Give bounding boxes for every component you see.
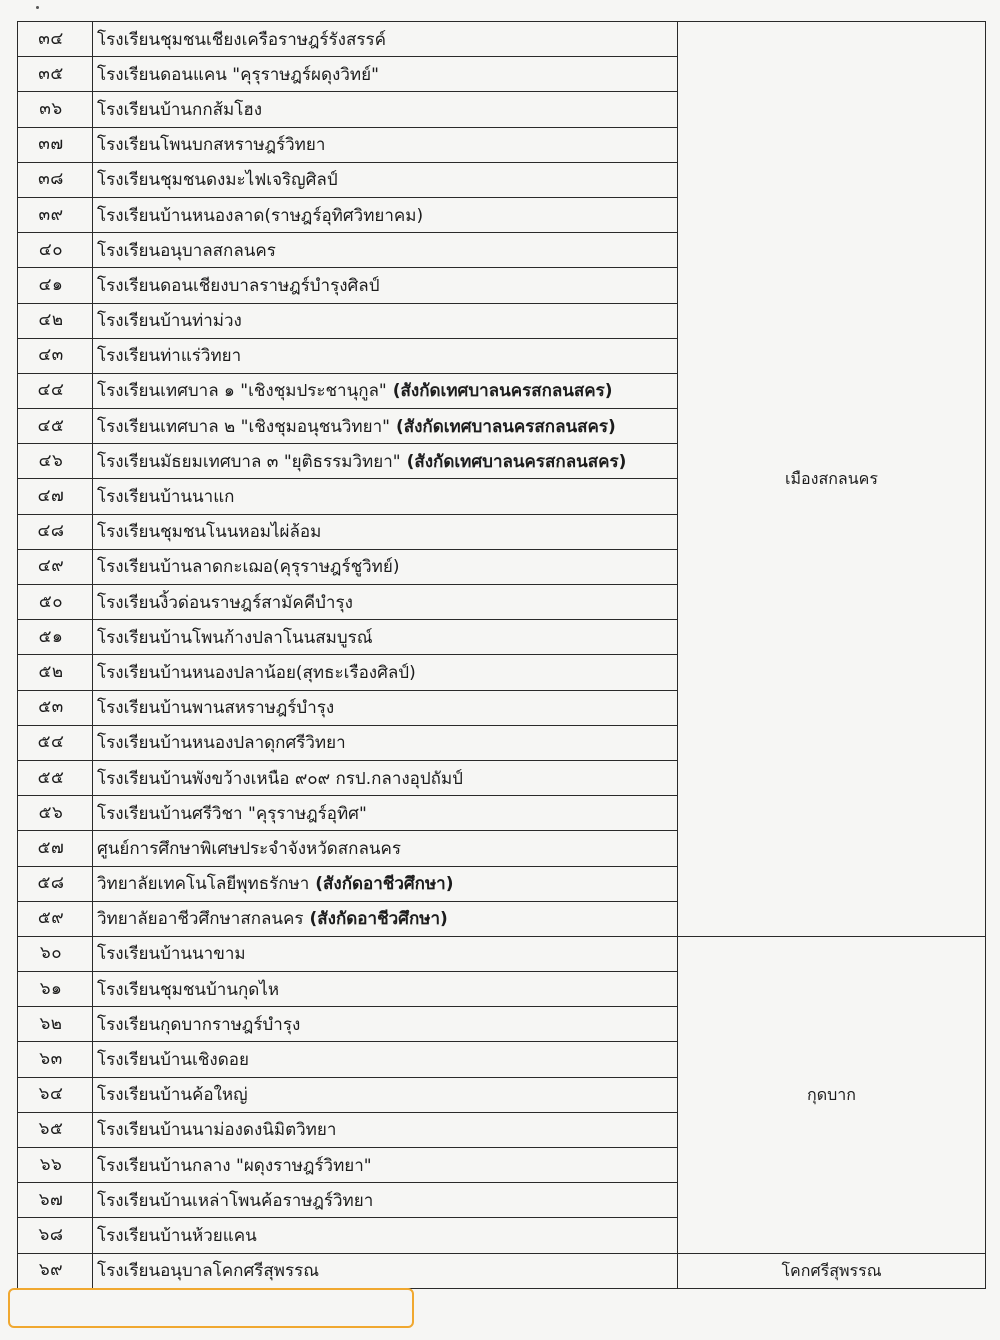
row-number: ๖๙	[18, 1253, 93, 1288]
school-name-cell	[93, 1253, 678, 1288]
affiliation-note: (สังกัดอาชีวศึกษา)	[309, 909, 448, 930]
row-number: ๓๕	[18, 57, 93, 92]
row-number: ๕๙	[18, 901, 93, 936]
district-cell: โคกศรีสุพรรณ	[678, 1253, 986, 1288]
row-number: ๔๔	[18, 373, 93, 408]
row-number: ๔๖	[18, 444, 93, 479]
row-number: ๕๖	[18, 796, 93, 831]
school-name: โรงเรียนอนุบาลสกลนคร	[97, 240, 276, 261]
school-name: โรงเรียนบ้านท่าม่วง	[97, 311, 242, 332]
school-name-cell	[93, 338, 678, 373]
row-number: ๖๗	[18, 1183, 93, 1218]
school-name: โรงเรียนบ้านห้วยแคน	[97, 1225, 257, 1246]
school-name: โรงเรียนดอนเชียงบาลราษฎร์บำรุงศิลป์	[97, 275, 380, 296]
row-number: ๓๔	[18, 22, 93, 57]
school-name-cell	[93, 1042, 678, 1077]
school-name: โรงเรียนบ้านศรีวิชา "คุรุราษฎร์อุทิศ"	[97, 803, 367, 824]
school-name-cell	[93, 585, 678, 620]
school-name: โรงเรียนชุมชนดงมะไฟเจริญศิลป์	[97, 170, 338, 191]
row-number: ๓๙	[18, 197, 93, 232]
school-name: วิทยาลัยอาชีวศึกษาสกลนคร	[97, 909, 304, 930]
highlight-box	[8, 1288, 414, 1328]
row-number: ๔๘	[18, 514, 93, 549]
school-name: โรงเรียนบ้านโพนก้างปลาโนนสมบูรณ์	[97, 627, 373, 648]
school-name-cell	[93, 22, 678, 57]
school-name: โรงเรียนงิ้วด่อนราษฎร์สามัคคีบำรุง	[97, 592, 353, 613]
school-name-cell	[93, 549, 678, 584]
row-number: ๕๔	[18, 725, 93, 760]
table-row	[18, 1253, 986, 1288]
row-number: ๓๘	[18, 162, 93, 197]
school-name-cell	[93, 831, 678, 866]
row-number: ๔๗	[18, 479, 93, 514]
school-name: โรงเรียนบ้านลาดกะเฌอ(คุรุราษฎร์ชูวิทย์)	[97, 557, 400, 578]
school-name-cell	[93, 866, 678, 901]
school-name: โรงเรียนบ้านกกส้มโฮง	[97, 99, 263, 120]
row-number: ๕๗	[18, 831, 93, 866]
row-number: ๕๑	[18, 620, 93, 655]
school-name: โรงเรียนเทศบาล ๒ "เชิงชุมอนุชนวิทยา"	[97, 416, 390, 437]
school-name-cell	[93, 725, 678, 760]
row-number: ๕๓	[18, 690, 93, 725]
school-name: โรงเรียนบ้านเชิงดอย	[97, 1050, 249, 1071]
school-district-table	[17, 21, 986, 1289]
school-name: โรงเรียนบ้านหนองลาด(ราษฎร์อุทิศวิทยาคม)	[97, 205, 424, 226]
row-number: ๕๐	[18, 585, 93, 620]
school-name-cell	[93, 514, 678, 549]
row-number: ๖๒	[18, 1007, 93, 1042]
school-name: โรงเรียนชุมชนบ้านกุดไห	[97, 979, 280, 1000]
school-name-cell	[93, 655, 678, 690]
school-name: โรงเรียนบ้านนาขาม	[97, 944, 246, 965]
school-name: โรงเรียนบ้านนาม่องดงนิมิตวิทยา	[97, 1120, 337, 1141]
school-name-cell	[93, 162, 678, 197]
school-name: โรงเรียนบ้านพานสหราษฎร์บำรุง	[97, 698, 335, 719]
school-name-cell	[93, 972, 678, 1007]
school-name: โรงเรียนบ้านพังขว้างเหนือ ๙๐๙ กรป.กลางอุปถัมป์	[97, 768, 463, 789]
school-name-cell	[93, 1183, 678, 1218]
row-number: ๖๐	[18, 936, 93, 971]
row-number: ๕๒	[18, 655, 93, 690]
school-name: โรงเรียนบ้านหนองปลาน้อย(สุทธะเรืองศิลป์)	[97, 662, 416, 683]
school-name: โรงเรียนบ้านเหล่าโพนค้อราษฎร์วิทยา	[97, 1190, 374, 1211]
school-name-cell	[93, 479, 678, 514]
affiliation-note: (สังกัดอาชีวศึกษา)	[315, 874, 454, 895]
school-name: โรงเรียนดอนแคน "คุรุราษฎร์ผดุงวิทย์"	[97, 64, 379, 85]
row-number: ๓๗	[18, 127, 93, 162]
school-name-cell	[93, 1218, 678, 1253]
school-name-cell	[93, 373, 678, 408]
school-name-cell	[93, 303, 678, 338]
school-name: โรงเรียนท่าแร่วิทยา	[97, 346, 242, 367]
district-cell: เมืองสกลนคร	[678, 22, 986, 937]
school-name: โรงเรียนมัธยมเทศบาล ๓ "ยุติธรรมวิทยา"	[97, 451, 401, 472]
school-name: โรงเรียนกุดบากราษฎร์บำรุง	[97, 1014, 301, 1035]
row-number: ๔๙	[18, 549, 93, 584]
school-name: ศูนย์การศึกษาพิเศษประจำจังหวัดสกลนคร	[97, 838, 402, 859]
school-name-cell	[93, 1148, 678, 1183]
school-name: โรงเรียนเทศบาล ๑ "เชิงชุมประชานุกูล"	[97, 381, 387, 402]
school-name-cell	[93, 444, 678, 479]
row-number: ๕๘	[18, 866, 93, 901]
school-name-cell	[93, 268, 678, 303]
school-name-cell	[93, 92, 678, 127]
row-number: ๔๓	[18, 338, 93, 373]
school-name-cell	[93, 197, 678, 232]
school-name: โรงเรียนอนุบาลโคกศรีสุพรรณ	[97, 1261, 320, 1282]
affiliation-note: (สังกัดเทศบาลนครสกลนสคร)	[406, 451, 627, 472]
school-name-cell	[93, 760, 678, 795]
school-name: โรงเรียนบ้านกลาง "ผดุงราษฎร์วิทยา"	[97, 1155, 372, 1176]
row-number: ๔๑	[18, 268, 93, 303]
row-number: ๖๑	[18, 972, 93, 1007]
school-name: โรงเรียนชุมชนเชียงเครือราษฎร์รังสรรค์	[97, 29, 386, 50]
school-name-cell	[93, 620, 678, 655]
school-name-cell	[93, 1077, 678, 1112]
affiliation-note: (สังกัดเทศบาลนครสกลนสคร)	[395, 416, 616, 437]
row-number: ๔๐	[18, 233, 93, 268]
row-number: ๔๒	[18, 303, 93, 338]
school-name-cell	[93, 127, 678, 162]
row-number: ๖๘	[18, 1218, 93, 1253]
school-name-cell	[93, 233, 678, 268]
row-number: ๕๕	[18, 760, 93, 795]
school-name-cell	[93, 936, 678, 971]
scan-artifact	[36, 6, 39, 9]
school-name: โรงเรียนชุมชนโนนหอมไผ่ล้อม	[97, 522, 322, 543]
table-row	[18, 22, 986, 57]
row-number: ๖๔	[18, 1077, 93, 1112]
school-name-cell	[93, 409, 678, 444]
affiliation-note: (สังกัดเทศบาลนครสกลนสคร)	[392, 381, 613, 402]
table-body	[18, 22, 986, 1289]
school-name-cell	[93, 690, 678, 725]
school-name-cell	[93, 1007, 678, 1042]
row-number: ๓๖	[18, 92, 93, 127]
school-name: โรงเรียนโพนบกสหราษฎร์วิทยา	[97, 135, 326, 156]
table-row	[18, 936, 986, 971]
school-name: วิทยาลัยเทคโนโลยีพุทธรักษา	[97, 874, 310, 895]
school-name-cell	[93, 1112, 678, 1147]
school-name-cell	[93, 796, 678, 831]
district-cell: กุดบาก	[678, 936, 986, 1253]
school-name: โรงเรียนบ้านหนองปลาดุกศรีวิทยา	[97, 733, 346, 754]
school-name: โรงเรียนบ้านนาแก	[97, 487, 235, 508]
school-name-cell	[93, 57, 678, 92]
row-number: ๖๕	[18, 1112, 93, 1147]
row-number: ๔๕	[18, 409, 93, 444]
row-number: ๖๓	[18, 1042, 93, 1077]
row-number: ๖๖	[18, 1148, 93, 1183]
school-name-cell	[93, 901, 678, 936]
school-name: โรงเรียนบ้านค้อใหญ่	[97, 1085, 248, 1106]
